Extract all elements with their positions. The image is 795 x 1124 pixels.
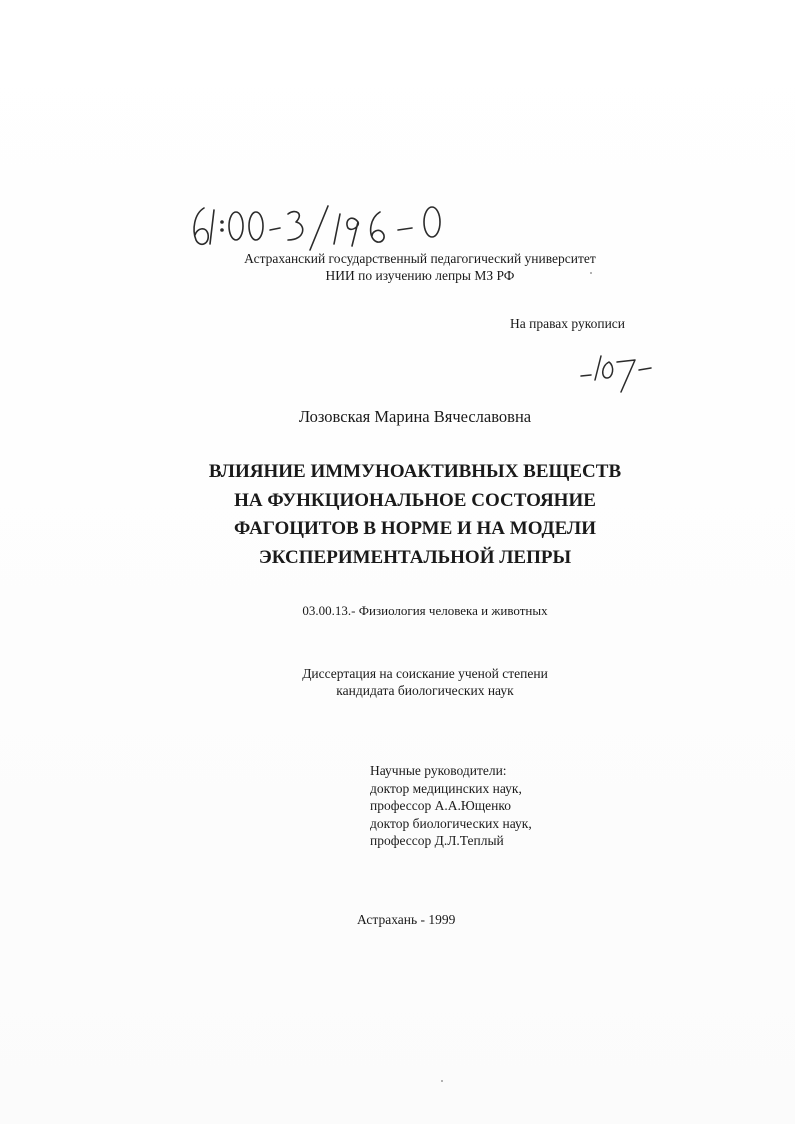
scan-speck — [441, 1080, 443, 1082]
supervisor-line: профессор Д.Л.Теплый — [370, 833, 504, 848]
handwritten-shelf-mark — [188, 200, 488, 256]
institution-university: Астраханский государственный педагогический университет — [244, 251, 596, 266]
degree-line: кандидата биологических наук — [336, 683, 514, 698]
handwritten-shelf-mark-drawing — [188, 200, 488, 256]
degree-statement — [230, 665, 620, 699]
handwritten-signature-drawing — [577, 348, 657, 398]
degree-line: Диссертация на соискание ученой степени — [302, 666, 548, 681]
scan-speck — [590, 272, 592, 274]
rights-note: На правах рукописи — [510, 316, 626, 331]
supervisors-block — [370, 762, 630, 850]
title-line: НА ФУНКЦИОНАЛЬНОЕ СОСТОЯНИЕ — [234, 489, 596, 511]
specialty-code: 03.00.13.- Физиология человека и животных — [302, 603, 548, 618]
author-name: Лозовская Марина Вячеславовна — [298, 407, 532, 426]
institution-block — [190, 250, 650, 284]
dissertation-title — [150, 458, 680, 572]
institution-institute: НИИ по изучению лепры МЗ РФ — [325, 268, 515, 283]
title-line: ВЛИЯНИЕ ИММУНОАКТИВНЫХ ВЕЩЕСТВ — [208, 461, 622, 482]
title-line: ЭКСПЕРИМЕНТАЛЬНОЙ ЛЕПРЫ — [258, 546, 572, 568]
city-year: Астрахань - 1999 — [357, 912, 456, 927]
title-line: ФАГОЦИТОВ В НОРМЕ И НА МОДЕЛИ — [234, 518, 596, 539]
supervisor-line: профессор А.А.Ющенко — [370, 798, 512, 813]
handwritten-signature-mark — [577, 348, 657, 398]
supervisor-line: доктор медицинских наук, — [370, 780, 522, 796]
supervisors-heading: Научные руководители: — [370, 763, 507, 778]
supervisor-line: доктор биологических наук, — [370, 815, 532, 831]
